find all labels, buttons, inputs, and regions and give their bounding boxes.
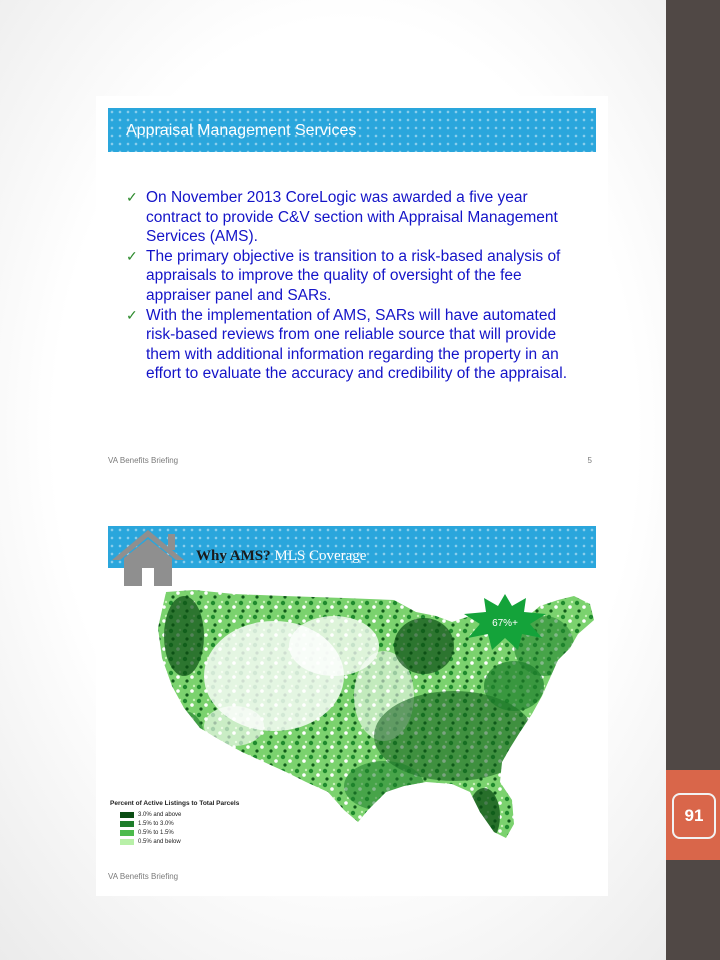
- bullet-item: [116, 188, 586, 247]
- legend-swatch: [120, 839, 134, 845]
- slide-title: [196, 548, 366, 565]
- legend-swatch: [120, 830, 134, 836]
- legend-item: [120, 837, 239, 846]
- bullet-item: [116, 247, 586, 306]
- bullet-text: The primary objective is transition to a risk-based analysis of appraisals to improve the quality of oversight of the fee appraiser panel and SARs.: [146, 247, 561, 304]
- slide-appraisal-management: [96, 96, 608, 482]
- coverage-starburst: [462, 594, 548, 650]
- legend-swatch: [120, 821, 134, 827]
- legend-item: [120, 828, 239, 837]
- slide-title: Appraisal Management Services: [126, 122, 357, 139]
- slide-title-rest: MLS Coverage: [274, 548, 367, 564]
- legend-item: [120, 819, 239, 828]
- slide-why-ams: [96, 498, 608, 896]
- house-icon: [110, 526, 186, 590]
- slide-footer: VA Benefits Briefing: [108, 872, 179, 881]
- legend-label: 3.0% and above: [138, 811, 182, 818]
- slide-footer: VA Benefits Briefing: [108, 456, 179, 465]
- starburst-label: 67%+: [492, 618, 518, 629]
- check-icon: ✓: [126, 306, 138, 323]
- bullet-item: [116, 306, 586, 384]
- legend-label: 1.5% to 3.0%: [138, 820, 174, 827]
- slide-banner: [108, 108, 596, 152]
- legend-item: [120, 810, 239, 819]
- page-number: 91: [672, 793, 716, 839]
- bullet-text: On November 2013 CoreLogic was awarded a five year contract to provide C&V section with Appraisal Management Services (AMS).: [146, 189, 558, 246]
- check-icon: ✓: [126, 247, 138, 264]
- legend-title: Percent of Active Listings to Total Parcels: [110, 800, 240, 807]
- map-legend: [110, 800, 239, 846]
- slide-footer-page: 5: [587, 456, 592, 465]
- bullet-list: [116, 188, 586, 384]
- legend-label: 0.5% to 1.5%: [138, 829, 174, 836]
- slide-title-bold: Why AMS?: [196, 548, 271, 564]
- bullet-text: With the implementation of AMS, SARs will have automated risk-based reviews from one reliable source that will provide them with additional information regarding the property in an effort to evaluate the accuracy and credibility of the appraisal.: [146, 306, 568, 383]
- check-icon: ✓: [126, 189, 138, 205]
- legend-label: 0.5% and below: [138, 838, 181, 845]
- legend-swatch: [120, 812, 134, 818]
